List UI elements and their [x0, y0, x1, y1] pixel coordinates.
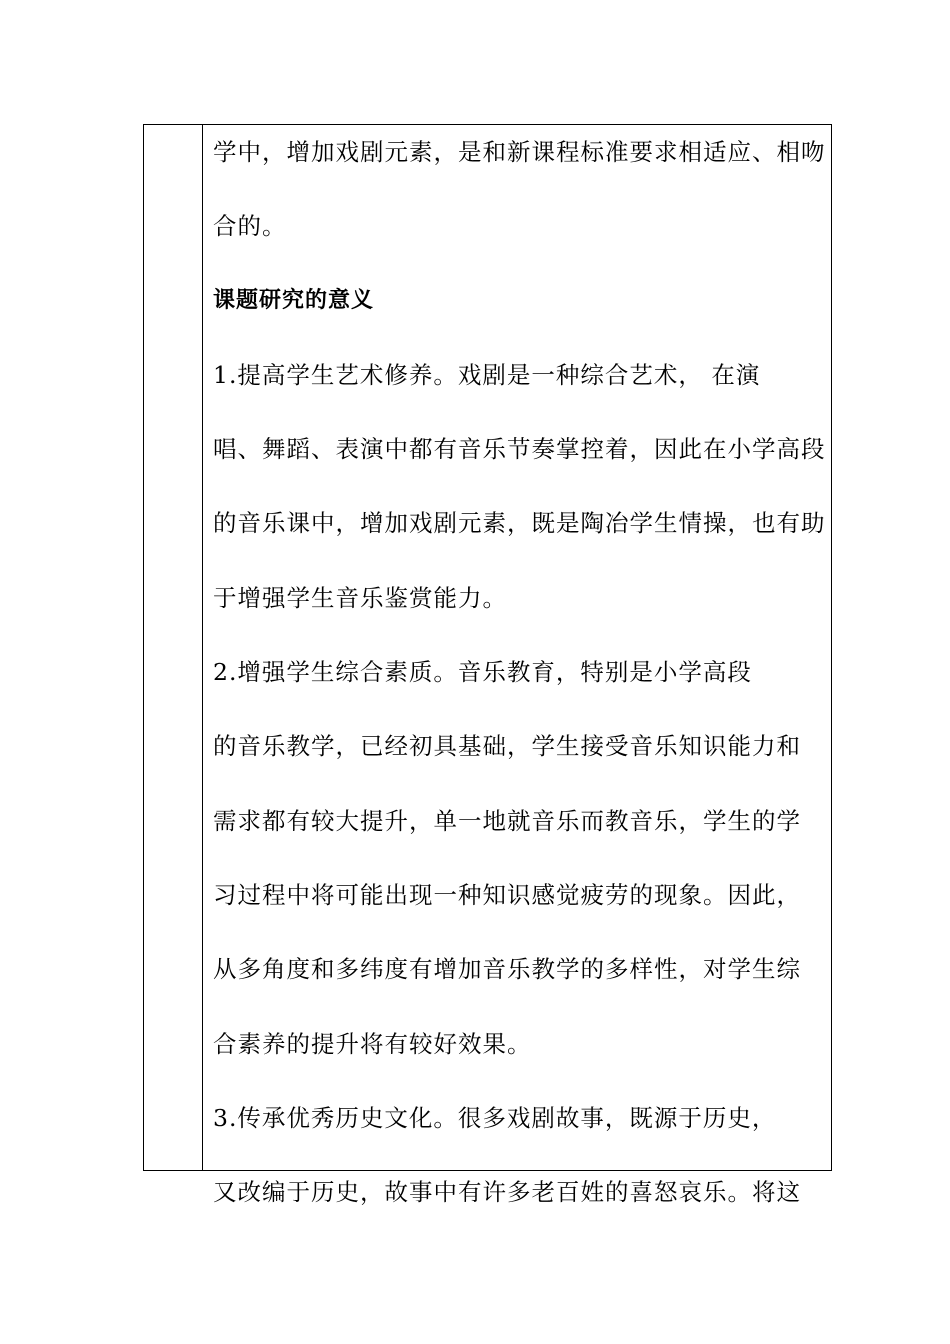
text-line: 又改编于历史，故事中有许多老百姓的喜怒哀乐。将这: [213, 1178, 801, 1207]
text-line: 习过程中将可能出现一种知识感觉疲劳的现象。因此，: [213, 880, 801, 909]
section-heading: 课题研究的意义: [213, 287, 375, 313]
text-block: [213, 115, 825, 1229]
text-line: 唱、舞蹈、表演中都有音乐节奏掌控着，因此在小学高段: [213, 435, 825, 464]
text-line: 1.提高学生艺术修养。戏剧是一种综合艺术， 在演: [213, 360, 761, 389]
text-line: 2.增强学生综合素质。音乐教育，特别是小学高段: [213, 658, 752, 687]
text-line: 从多角度和多纬度有增加音乐教学的多样性，对学生综: [213, 955, 801, 984]
table-left-column: [144, 125, 203, 1170]
text-line: 合的。: [213, 212, 287, 241]
text-line: 学中，增加戏剧元素，是和新课程标准要求相适应、相吻: [213, 138, 825, 166]
text-line: 的音乐教学，已经初具基础，学生接受音乐知识能力和: [213, 732, 801, 761]
table-content-cell: [203, 125, 831, 1207]
document-table: [143, 124, 832, 1207]
text-line: 合素养的提升将有较好效果。: [213, 1029, 532, 1058]
text-line: 的音乐课中，增加戏剧元素，既是陶冶学生情操，也有助: [213, 509, 825, 538]
text-line: 需求都有较大提升，单一地就音乐而教音乐，学生的学: [213, 806, 801, 835]
text-line: 于增强学生音乐鉴赏能力。: [213, 583, 507, 612]
text-line: 3.传承优秀历史文化。很多戏剧故事，既源于历史，: [213, 1103, 777, 1132]
